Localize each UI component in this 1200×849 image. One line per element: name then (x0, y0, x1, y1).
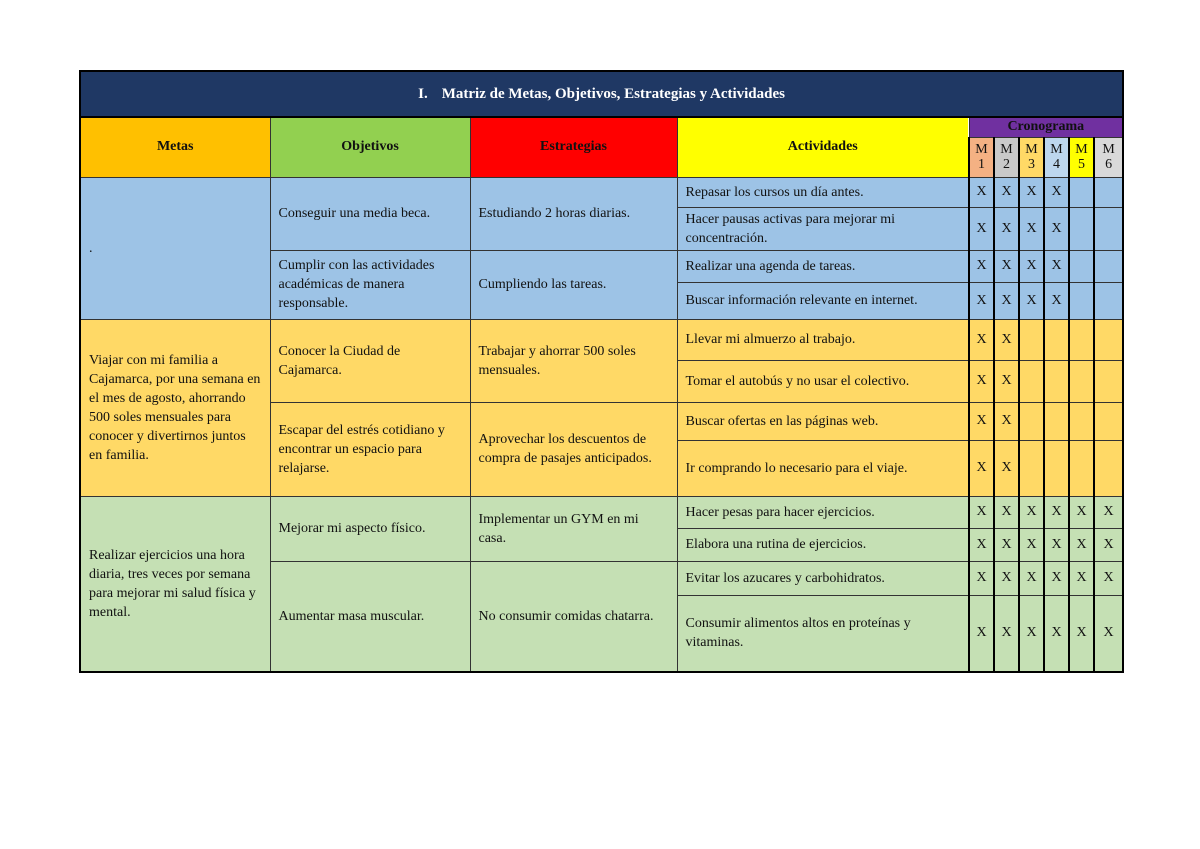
schedule-mark-m6: X (1094, 561, 1123, 595)
month-header-5: M 5 (1069, 137, 1094, 177)
activity-cell: Hacer pesas para hacer ejercicios. (677, 496, 969, 528)
schedule-mark-m5 (1069, 177, 1094, 207)
schedule-mark-m4 (1044, 360, 1069, 402)
schedule-mark-m2: X (994, 402, 1019, 440)
schedule-mark-m2: X (994, 528, 1019, 561)
schedule-mark-m6 (1094, 250, 1123, 282)
month-header-2: M 2 (994, 137, 1019, 177)
schedule-mark-m2: X (994, 250, 1019, 282)
activity-cell: Llevar mi almuerzo al trabajo. (677, 319, 969, 360)
activity-cell: Consumir alimentos altos en proteínas y vitaminas. (677, 595, 969, 672)
schedule-mark-m5 (1069, 440, 1094, 496)
strategy-cell: Implementar un GYM en mi casa. (470, 496, 677, 561)
header-metas: Metas (80, 117, 270, 177)
header-cronograma: Cronograma (969, 117, 1123, 137)
schedule-mark-m1: X (969, 595, 994, 672)
month-header-6: M 6 (1094, 137, 1123, 177)
schedule-mark-m2: X (994, 496, 1019, 528)
schedule-mark-m2: X (994, 440, 1019, 496)
schedule-mark-m2: X (994, 360, 1019, 402)
schedule-mark-m1: X (969, 250, 994, 282)
schedule-mark-m6 (1094, 282, 1123, 319)
schedule-mark-m6 (1094, 360, 1123, 402)
schedule-mark-m5 (1069, 402, 1094, 440)
schedule-mark-m1: X (969, 496, 994, 528)
strategy-cell: No consumir comidas chatarra. (470, 561, 677, 672)
meta-cell: Realizar ejercicios una hora diaria, tres veces por semana para mejorar mi salud física y mental. (80, 496, 270, 672)
schedule-mark-m1: X (969, 402, 994, 440)
schedule-mark-m3: X (1019, 207, 1044, 250)
activity-cell: Buscar ofertas en las páginas web. (677, 402, 969, 440)
activity-cell: Realizar una agenda de tareas. (677, 250, 969, 282)
schedule-mark-m2: X (994, 282, 1019, 319)
schedule-mark-m1: X (969, 360, 994, 402)
schedule-mark-m3 (1019, 360, 1044, 402)
schedule-mark-m2: X (994, 595, 1019, 672)
schedule-mark-m3 (1019, 402, 1044, 440)
schedule-mark-m6 (1094, 207, 1123, 250)
activity-row (80, 319, 1123, 360)
schedule-mark-m5 (1069, 360, 1094, 402)
activity-cell: Buscar información relevante en internet. (677, 282, 969, 319)
activity-cell: Ir comprando lo necesario para el viaje. (677, 440, 969, 496)
schedule-mark-m2: X (994, 319, 1019, 360)
activity-cell: Hacer pausas activas para mejorar mi concentración. (677, 207, 969, 250)
schedule-mark-m6 (1094, 402, 1123, 440)
month-header-1: M 1 (969, 137, 994, 177)
schedule-mark-m6: X (1094, 595, 1123, 672)
schedule-mark-m5 (1069, 282, 1094, 319)
schedule-mark-m6 (1094, 177, 1123, 207)
activity-cell: Evitar los azucares y carbohidratos. (677, 561, 969, 595)
objective-cell: Mejorar mi aspecto físico. (270, 496, 470, 561)
schedule-mark-m2: X (994, 561, 1019, 595)
schedule-mark-m6: X (1094, 528, 1123, 561)
strategy-cell: Aprovechar los descuentos de compra de pasajes anticipados. (470, 402, 677, 496)
header-objetivos: Objetivos (270, 117, 470, 177)
objective-cell: Conseguir una media beca. (270, 177, 470, 250)
title-number: I. (418, 85, 428, 102)
schedule-mark-m1: X (969, 207, 994, 250)
schedule-mark-m2: X (994, 207, 1019, 250)
schedule-mark-m5 (1069, 207, 1094, 250)
schedule-mark-m4: X (1044, 250, 1069, 282)
schedule-mark-m4: X (1044, 528, 1069, 561)
objective-cell: Aumentar masa muscular. (270, 561, 470, 672)
goals-matrix-table (79, 70, 1124, 673)
strategy-cell: Cumpliendo las tareas. (470, 250, 677, 319)
month-header-3: M 3 (1019, 137, 1044, 177)
schedule-mark-m4: X (1044, 177, 1069, 207)
schedule-mark-m3: X (1019, 595, 1044, 672)
schedule-mark-m3: X (1019, 561, 1044, 595)
schedule-mark-m1: X (969, 561, 994, 595)
schedule-mark-m4: X (1044, 207, 1069, 250)
schedule-mark-m5 (1069, 319, 1094, 360)
activity-cell: Tomar el autobús y no usar el colectivo. (677, 360, 969, 402)
strategy-cell: Trabajar y ahorrar 500 soles mensuales. (470, 319, 677, 402)
schedule-mark-m5: X (1069, 561, 1094, 595)
schedule-mark-m4 (1044, 440, 1069, 496)
meta-cell: Viajar con mi familia a Cajamarca, por una semana en el mes de agosto, ahorrando 500 soles mensuales para conocer y divertirnos juntos en familia. (80, 319, 270, 496)
schedule-mark-m1: X (969, 282, 994, 319)
schedule-mark-m4 (1044, 319, 1069, 360)
schedule-mark-m5: X (1069, 595, 1094, 672)
schedule-mark-m3: X (1019, 496, 1044, 528)
activity-cell: Elabora una rutina de ejercicios. (677, 528, 969, 561)
schedule-mark-m3: X (1019, 528, 1044, 561)
header-row-1 (80, 117, 1123, 137)
schedule-mark-m5: X (1069, 496, 1094, 528)
activity-cell: Repasar los cursos un día antes. (677, 177, 969, 207)
strategy-cell: Estudiando 2 horas diarias. (470, 177, 677, 250)
schedule-mark-m4: X (1044, 496, 1069, 528)
schedule-mark-m3 (1019, 319, 1044, 360)
schedule-mark-m1: X (969, 528, 994, 561)
month-header-4: M 4 (1044, 137, 1069, 177)
schedule-mark-m4 (1044, 402, 1069, 440)
title-row (80, 71, 1123, 117)
schedule-mark-m4: X (1044, 595, 1069, 672)
schedule-mark-m2: X (994, 177, 1019, 207)
schedule-mark-m6 (1094, 440, 1123, 496)
meta-cell: . (80, 177, 270, 319)
objective-cell: Cumplir con las actividades académicas de manera responsable. (270, 250, 470, 319)
schedule-mark-m5: X (1069, 528, 1094, 561)
objective-cell: Conocer la Ciudad de Cajamarca. (270, 319, 470, 402)
header-estrategias: Estrategias (470, 117, 677, 177)
schedule-mark-m3: X (1019, 177, 1044, 207)
schedule-mark-m1: X (969, 177, 994, 207)
schedule-mark-m1: X (969, 319, 994, 360)
matrix-body (80, 177, 1123, 672)
schedule-mark-m3: X (1019, 250, 1044, 282)
schedule-mark-m6: X (1094, 496, 1123, 528)
schedule-mark-m3 (1019, 440, 1044, 496)
table-title (80, 71, 1123, 117)
title-text: Matriz de Metas, Objetivos, Estrategias y Actividades (441, 85, 785, 102)
activity-row (80, 177, 1123, 207)
schedule-mark-m6 (1094, 319, 1123, 360)
header-actividades: Actividades (677, 117, 969, 177)
schedule-mark-m3: X (1019, 282, 1044, 319)
activity-row (80, 496, 1123, 528)
schedule-mark-m4: X (1044, 282, 1069, 319)
schedule-mark-m5 (1069, 250, 1094, 282)
schedule-mark-m4: X (1044, 561, 1069, 595)
objective-cell: Escapar del estrés cotidiano y encontrar un espacio para relajarse. (270, 402, 470, 496)
schedule-mark-m1: X (969, 440, 994, 496)
